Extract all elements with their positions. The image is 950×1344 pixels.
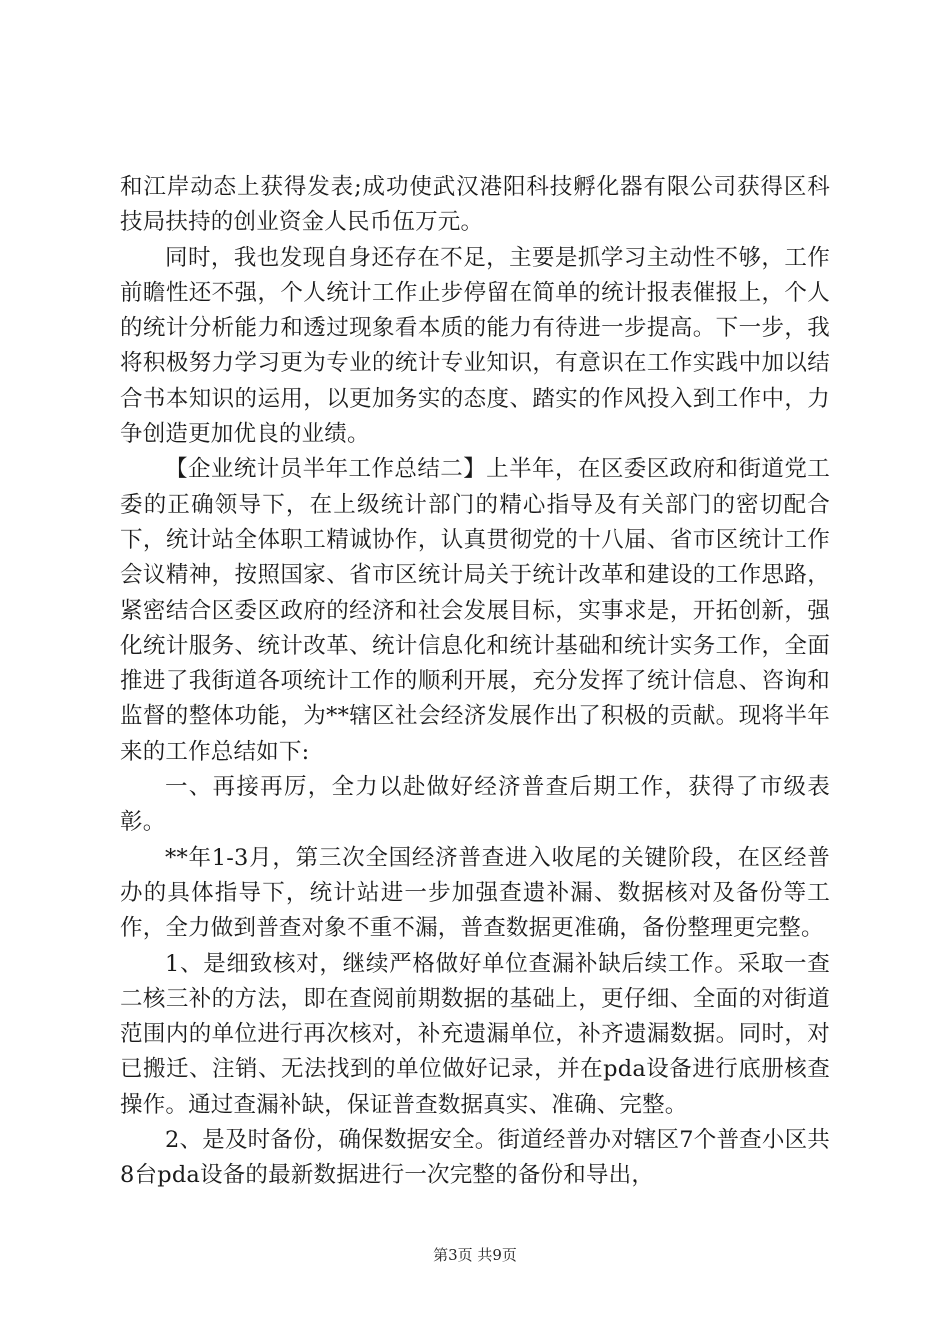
- page-footer: 第3页 共9页: [433, 1246, 517, 1264]
- paragraph-7: 2、是及时备份，确保数据安全。街道经普办对辖区7个普查小区共8台pda设备的最新数据进行一次完整的备份和导出，: [120, 1127, 830, 1189]
- paragraph-2: 同时，我也发现自身还存在不足，主要是抓学习主动性不够，工作前瞻性还不强，个人统计工作止步停留在简单的统计报表催报上，个人的统计分析能力和透过现象看本质的能力有待进一步提高。下一步，我将积极努力学习更为专业的统计专业知识，有意识在工作实践中加以结合书本知识的运用，以更加务实的态度、踏实的作风投入到工作中，力争创造更加优良的业绩。: [120, 244, 830, 448]
- paragraph-5: **年1-3月，第三次全国经济普查进入收尾的关键阶段，在区经普办的具体指导下，统计站进一步加强查遗补漏、数据核对及备份等工作，全力做到普查对象不重不漏，普查数据更准确，备份整理更完整。: [120, 844, 830, 942]
- document-body: [120, 170, 830, 1194]
- paragraph-3: 【企业统计员半年工作总结二】上半年，在区委区政府和街道党工委的正确领导下，在上级统计部门的精心指导及有关部门的密切配合下，统计站全体职工精诚协作，认真贯彻党的十八届、省市区统计工作会议精神，按照国家、省市区统计局关于统计改革和建设的工作思路，紧密结合区委区政府的经济和社会发展目标，实事求是，开拓创新，强化统计服务、统计改革、统计信息化和统计基础和统计实务工作，全面推进了我街道各项统计工作的顺利开展，充分发挥了统计信息、咨询和监督的整体功能，为**辖区社会经济发展作出了积极的贡献。现将半年来的工作总结如下:: [120, 456, 830, 765]
- paragraph-4: 一、再接再厉，全力以赴做好经济普查后期工作，获得了市级表彰。: [120, 774, 830, 836]
- paragraph-6: 1、是细致核对，继续严格做好单位查漏补缺后续工作。采取一查二核三补的方法，即在查阅前期数据的基础上，更仔细、全面的对街道范围内的单位进行再次核对，补充遗漏单位，补齐遗漏数据。同时，对已搬迁、注销、无法找到的单位做好记录，并在pda设备进行底册核查操作。通过查漏补缺，保证普查数据真实、准确、完整。: [120, 950, 830, 1118]
- paragraph-1: 和江岸动态上获得发表;成功使武汉港阳科技孵化器有限公司获得区科技局扶持的创业资金人民币伍万元。: [120, 174, 830, 236]
